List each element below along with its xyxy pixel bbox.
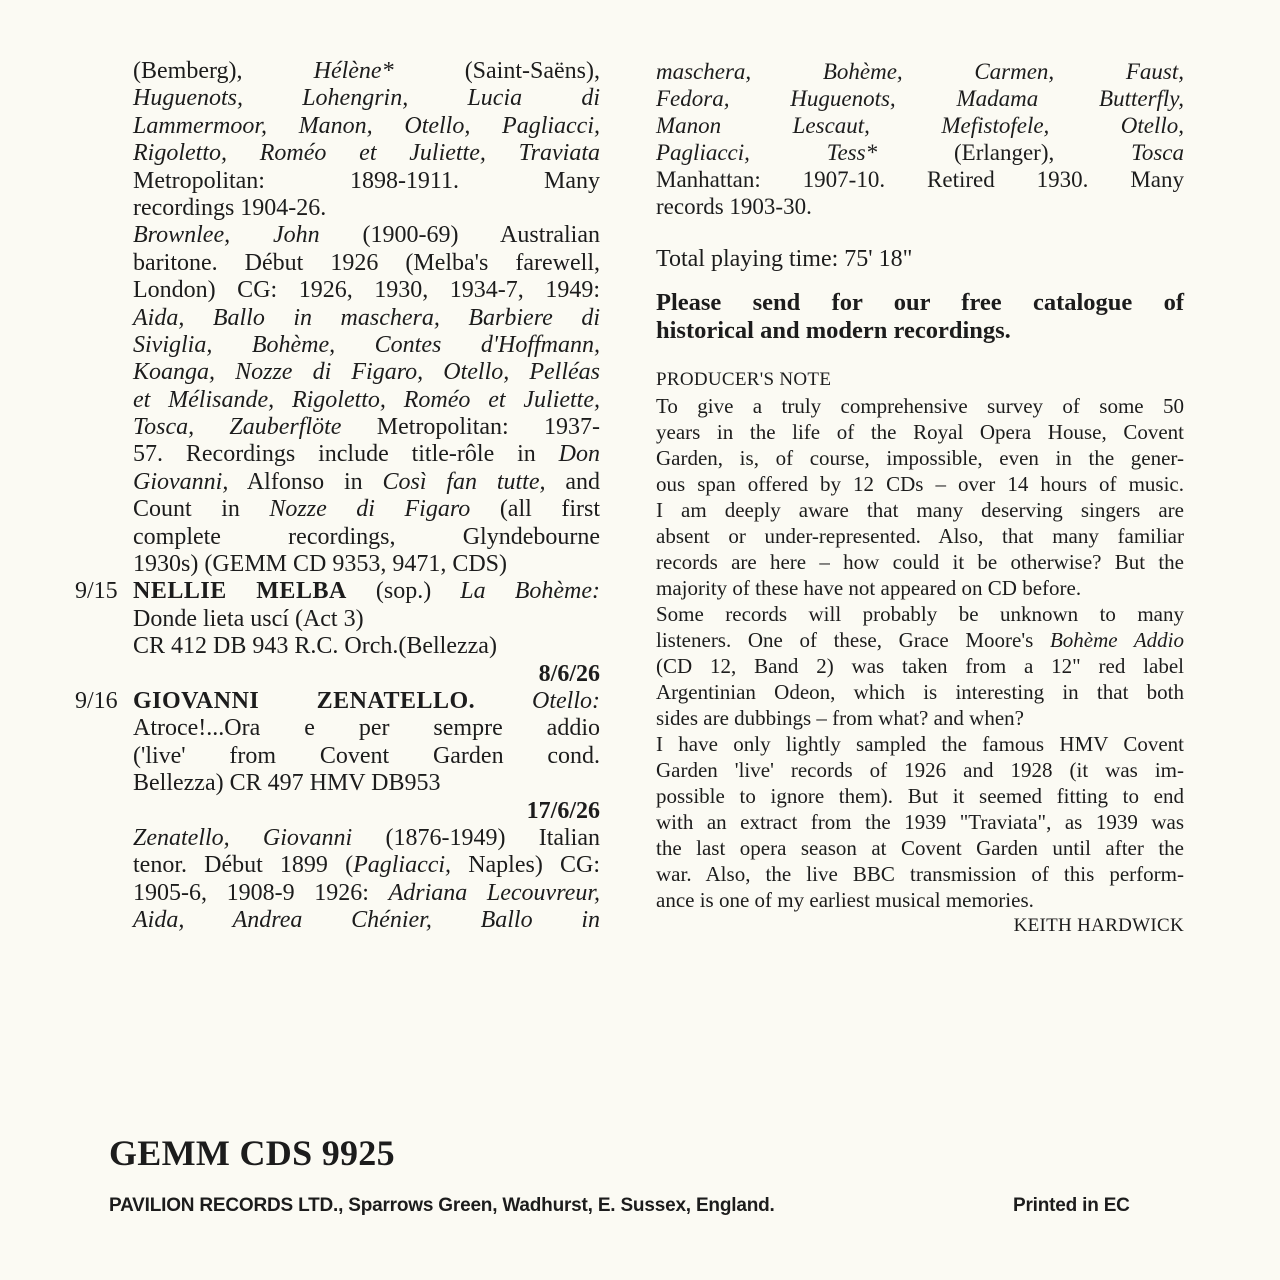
text-line: maschera, Bohème, Carmen, Faust, — [656, 59, 1184, 84]
text-line: ('live' from Covent Garden cond. — [133, 742, 600, 769]
catalog-number: GEMM CDS 9925 — [109, 1133, 395, 1173]
right-column — [656, 58, 1184, 939]
continuation-entry — [656, 58, 1184, 220]
text-line: 1930s) (GEMM CD 9353, 9471, CDS) — [133, 551, 508, 578]
text-line: Please send for our free catalogue of — [656, 289, 1184, 316]
zenatello-bio — [133, 825, 600, 935]
text-line: Rigoletto, Roméo et Juliette, Traviata — [133, 140, 600, 167]
text-line: Zenatello, Giovanni (1876-1949) Italian — [133, 824, 601, 851]
text-line: Donde lieta uscí (Act 3) — [133, 605, 364, 632]
text-line: Manhattan: 1907-10. Retired 1930. Many — [656, 167, 1184, 192]
text-line: I am deeply aware that many deserving singers are — [656, 498, 1184, 522]
text-line: CR 412 DB 943 R.C. Orch.(Bellezza) — [133, 633, 497, 660]
recording-date: 8/6/26 — [538, 660, 600, 687]
text-line: Fedora, Huguenots, Madama Butterfly, — [656, 86, 1184, 111]
text-line: (CD 12, Band 2) was taken from a 12" red label — [656, 654, 1184, 678]
producers-note — [656, 367, 1184, 939]
track-9-16 — [75, 687, 600, 825]
text-line: Metropolitan: 1898-1911. Many — [133, 167, 600, 194]
text-line: complete recordings, Glyndebourne — [133, 523, 600, 550]
brownlee-bio — [133, 222, 600, 578]
text-line: Argentinian Odeon, which is interesting in that both — [656, 680, 1184, 704]
text-line: absent or under-represented. Also, that many familiar — [656, 524, 1184, 548]
text-line: Pagliacci, Tess* (Erlanger), Tosca — [656, 140, 1184, 165]
text-line: Bellezza) CR 497 HMV DB953 — [133, 770, 441, 797]
text-line: (Bemberg), Hélène* (Saint-Saëns), — [133, 58, 600, 84]
text-line: possible to ignore them). But it seemed fitting to end — [656, 784, 1184, 808]
text-line: Lammermoor, Manon, Otello, Pagliacci, — [133, 112, 600, 139]
text-line: tenor. Début 1899 (Pagliacci, Naples) CG: — [133, 852, 600, 879]
text-line: et Mélisande, Rigoletto, Roméo et Juliette, — [133, 386, 600, 413]
text-line: Some records will probably be unknown to many — [656, 602, 1184, 626]
text-line: Brownlee, John (1900-69) Australian — [133, 222, 600, 249]
text-line: with an extract from the 1939 "Traviata", as 1939 was — [656, 810, 1184, 834]
track-number: 9/16 — [75, 687, 118, 714]
printed-in: Printed in EC — [1013, 1195, 1130, 1216]
catalogue-notice — [656, 289, 1184, 345]
text-line: baritone. Début 1926 (Melba's farewell, — [133, 249, 600, 276]
producers-note-heading: PRODUCER'S NOTE — [656, 369, 832, 390]
text-line: Siviglia, Bohème, Contes d'Hoffmann, — [133, 331, 600, 358]
text-line: Garden, is, of course, impossible, even in the gener- — [656, 446, 1184, 470]
text-line: 9/16 GIOVANNI ZENATELLO. Otello: — [75, 687, 600, 714]
text-line: ous span offered by 12 CDs – over 14 hours of music. — [656, 472, 1184, 496]
text-line: listeners. One of these, Grace Moore's Bohème Addio — [656, 628, 1184, 652]
bemberg-entry — [133, 58, 600, 222]
producer-signature: KEITH HARDWICK — [1013, 915, 1184, 936]
text-line: Giovanni, Alfonso in Così fan tutte, and — [133, 468, 600, 495]
text-line: historical and modern recordings. — [656, 317, 1011, 344]
text-line: the last opera season at Covent Garden until after the — [656, 836, 1184, 860]
text-line: I have only lightly sampled the famous HMV Covent — [656, 732, 1184, 756]
text-line: To give a truly comprehensive survey of some 50 — [656, 394, 1184, 418]
text-line: London) CG: 1926, 1930, 1934-7, 1949: — [133, 277, 600, 304]
text-line: Huguenots, Lohengrin, Lucia di — [133, 85, 600, 112]
text-line: 9/15 NELLIE MELBA (sop.) La Bohème: — [75, 578, 600, 605]
text-line: Count in Nozze di Figaro (all first — [133, 496, 600, 523]
recording-date: 17/6/26 — [526, 797, 600, 824]
text-line: records 1903-30. — [656, 194, 812, 219]
text-line: Atroce!...Ora e per sempre addio — [133, 715, 600, 742]
text-line: Garden 'live' records of 1926 and 1928 (it was im- — [656, 758, 1184, 782]
artist-name: GIOVANNI ZENATELLO. — [133, 687, 476, 714]
text-line: majority of these have not appeared on CD before. — [656, 576, 1082, 600]
text-line: Aida, Ballo in maschera, Barbiere di — [133, 304, 600, 331]
text-line: Aida, Andrea Chénier, Ballo in — [133, 907, 600, 934]
track-9-15 — [75, 578, 600, 688]
text-line: war. Also, the live BBC transmission of this perform- — [656, 862, 1184, 886]
publisher-address: PAVILION RECORDS LTD., Sparrows Green, Wadhurst, E. Sussex, England. — [109, 1195, 775, 1216]
text-line: Manon Lescaut, Mefistofele, Otello, — [656, 113, 1184, 138]
left-column — [75, 58, 601, 935]
text-line: 1905-6, 1908-9 1926: Adriana Lecouvreur, — [133, 879, 600, 906]
text-line: records are here – how could it be otherwise? But the — [656, 550, 1184, 574]
text-line: sides are dubbings – from what? and when? — [656, 706, 1024, 730]
total-playing-time: Total playing time: 75' 18" — [656, 246, 913, 272]
artist-name: NELLIE MELBA — [133, 578, 347, 605]
text-line: years in the life of the Royal Opera House, Covent — [656, 420, 1184, 444]
text-line: 57. Recordings include title-rôle in Don — [133, 441, 600, 468]
track-number: 9/15 — [75, 578, 118, 605]
text-line: Koanga, Nozze di Figaro, Otello, Pelléas — [133, 359, 600, 386]
text-line: Tosca, Zauberflöte Metropolitan: 1937- — [133, 414, 600, 441]
text-line: recordings 1904-26. — [133, 194, 327, 221]
text-line: ance is one of my earliest musical memories. — [656, 888, 1034, 912]
